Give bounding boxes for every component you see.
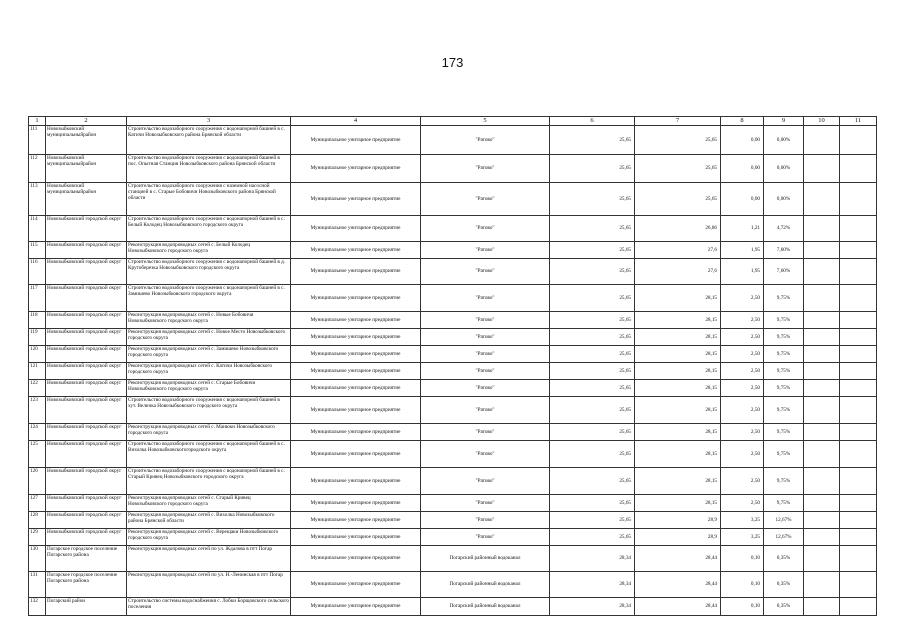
cell-project: Строительство водозаборного сооружения с водонапорной башней в с. Старый Кривец Новозыбковского городского округа: [127, 468, 291, 495]
cell-col6: 25,65: [550, 468, 635, 495]
cell-org-type: Муниципальное унитарное предприятие: [291, 183, 421, 216]
cell-col8: 1,95: [721, 242, 764, 259]
cell-row-number: 126: [29, 468, 46, 495]
cell-col9: 0,00%: [764, 126, 804, 155]
cell-col6: 25,65: [550, 259, 635, 285]
cell-col10: [804, 598, 840, 616]
cell-col7: 28,44: [635, 598, 721, 616]
cell-col9: 9,75%: [764, 424, 804, 441]
cell-col6: 25,65: [550, 126, 635, 155]
cell-org-type: Муниципальное унитарное предприятие: [291, 242, 421, 259]
cell-col7: 26,86: [635, 216, 721, 242]
col-header: 2: [46, 117, 127, 126]
cell-org-type: Муниципальное унитарное предприятие: [291, 495, 421, 512]
cell-col11: [840, 397, 877, 424]
table-row: [29, 312, 877, 329]
cell-col11: [840, 424, 877, 441]
table-row: [29, 126, 877, 155]
cell-org-name: Погарский районный водоканал: [421, 598, 550, 616]
cell-col6: 25,65: [550, 424, 635, 441]
cell-org-name: "Ратово": [421, 126, 550, 155]
cell-col10: [804, 183, 840, 216]
cell-project: Реконструкция водопроводных сетей с. Верещаки Новозыбковского городского округа: [127, 529, 291, 546]
cell-col6: 25,65: [550, 216, 635, 242]
cell-col7: 25,65: [635, 126, 721, 155]
cell-col10: [804, 572, 840, 598]
cell-row-number: 113: [29, 183, 46, 216]
cell-row-number: 123: [29, 397, 46, 424]
cell-col8: 2,50: [721, 441, 764, 468]
cell-col6: 28,34: [550, 598, 635, 616]
cell-col9: 7,60%: [764, 259, 804, 285]
cell-col8: 1,95: [721, 259, 764, 285]
cell-municipality: Погарское городское поселение Погарского района: [46, 546, 127, 572]
cell-col10: [804, 312, 840, 329]
cell-col9: 0,00%: [764, 183, 804, 216]
cell-col11: [840, 546, 877, 572]
cell-col8: 2,50: [721, 397, 764, 424]
table-row: [29, 183, 877, 216]
cell-col9: 12,67%: [764, 512, 804, 529]
cell-project: Реконструкция водопроводных сетей по ул. Ждалова в птт Погар: [127, 546, 291, 572]
cell-row-number: 121: [29, 363, 46, 380]
cell-org-name: "Ратово": [421, 312, 550, 329]
cell-project: Реконструкция водопроводных сетей с. Старые Бобовичи Новозыбковского городского округа: [127, 380, 291, 397]
cell-project: Строительство водозаборного сооружения с водонапорной башней в хут. Величка Новозыбковского городского округа: [127, 397, 291, 424]
cell-row-number: 124: [29, 424, 46, 441]
cell-col8: 2,50: [721, 329, 764, 346]
cell-municipality: Новозыбковский городской округ: [46, 380, 127, 397]
cell-row-number: 116: [29, 259, 46, 285]
cell-col8: 0,00: [721, 126, 764, 155]
cell-org-name: "Ратово": [421, 495, 550, 512]
cell-col11: [840, 126, 877, 155]
page-number: 173: [441, 55, 464, 70]
col-header: 10: [804, 117, 840, 126]
cell-col6: 25,65: [550, 329, 635, 346]
table-row: [29, 285, 877, 312]
cell-col6: 28,34: [550, 546, 635, 572]
table-row: [29, 598, 877, 616]
cell-org-name: "Ратово": [421, 155, 550, 183]
cell-org-name: "Ратово": [421, 285, 550, 312]
cell-org-type: Муниципальное унитарное предприятие: [291, 329, 421, 346]
table-row: [29, 546, 877, 572]
cell-project: Строительство системы водоснабжения с. Лобки Борщовского сельского поселения: [127, 598, 291, 616]
cell-org-type: Муниципальное унитарное предприятие: [291, 363, 421, 380]
cell-col9: 12,67%: [764, 529, 804, 546]
cell-project: Реконструкция водопроводных сетей с. Белый Колодец Новозыбковского городского округа: [127, 242, 291, 259]
cell-org-name: "Ратово": [421, 441, 550, 468]
cell-project: Строительство водозаборного сооружения с наземной насосной станцией в с. Старые Бобовичи Новозыбковского района Брянской области: [127, 183, 291, 216]
cell-municipality: Новозыбковский городской округ: [46, 363, 127, 380]
cell-municipality: Погарский район: [46, 598, 127, 616]
table-row: [29, 346, 877, 363]
cell-row-number: 118: [29, 312, 46, 329]
cell-project: Строительство водозаборного сооружения с водонапорной башней в с. Замишево Новозыбковского городского округа: [127, 285, 291, 312]
cell-col10: [804, 285, 840, 312]
cell-project: Реконструкция водопроводных сетей по ул. Н.-Ленинская в птт Погар: [127, 572, 291, 598]
cell-row-number: 112: [29, 155, 46, 183]
cell-municipality: Новозыбковский городской округ: [46, 512, 127, 529]
cell-col10: [804, 512, 840, 529]
cell-col6: 25,65: [550, 495, 635, 512]
cell-col11: [840, 380, 877, 397]
cell-col9: 0,35%: [764, 598, 804, 616]
cell-col6: 25,65: [550, 242, 635, 259]
cell-project: Строительство водозаборного сооружения с водонапорной башней в с. Белый Колодец Новозыбковского городского округа: [127, 216, 291, 242]
cell-org-type: Муниципальное унитарное предприятие: [291, 155, 421, 183]
cell-col8: 0,10: [721, 546, 764, 572]
cell-municipality: Новозыбковский городской округ: [46, 259, 127, 285]
cell-col11: [840, 312, 877, 329]
cell-municipality: Новозыбковский городской округ: [46, 441, 127, 468]
cell-org-type: Муниципальное унитарное предприятие: [291, 312, 421, 329]
cell-project: Реконструкция водопроводных сетей с. Новые Бобовичи Новозыбковского городского округа: [127, 312, 291, 329]
cell-col6: 25,65: [550, 285, 635, 312]
col-header: 1: [29, 117, 46, 126]
cell-project: Реконструкция водопроводных сетей с. Старый Кривец Новозыбковского городского округа: [127, 495, 291, 512]
cell-col8: 2,50: [721, 380, 764, 397]
cell-col10: [804, 329, 840, 346]
cell-org-name: "Ратово": [421, 363, 550, 380]
cell-org-type: Муниципальное унитарное предприятие: [291, 216, 421, 242]
cell-col7: 28,15: [635, 363, 721, 380]
table-row: [29, 441, 877, 468]
cell-org-type: Муниципальное унитарное предприятие: [291, 346, 421, 363]
cell-col7: 28,15: [635, 312, 721, 329]
table-row: [29, 329, 877, 346]
cell-col6: 25,65: [550, 346, 635, 363]
cell-col6: 28,34: [550, 572, 635, 598]
cell-org-type: Муниципальное унитарное предприятие: [291, 441, 421, 468]
cell-municipality: Новозыбковский городской округ: [46, 468, 127, 495]
cell-org-name: "Ратово": [421, 424, 550, 441]
cell-project: Реконструкция водопроводных сетей с. Замишево Новозыбковского городского округа: [127, 346, 291, 363]
cell-col9: 7,60%: [764, 242, 804, 259]
cell-col11: [840, 329, 877, 346]
cell-municipality: Новозыбковский муниципальныйрайон: [46, 183, 127, 216]
cell-col9: 9,75%: [764, 468, 804, 495]
col-header: 8: [721, 117, 764, 126]
cell-col9: 9,75%: [764, 397, 804, 424]
cell-org-type: Муниципальное унитарное предприятие: [291, 529, 421, 546]
cell-col10: [804, 529, 840, 546]
cell-org-name: Погарский районный водоканал: [421, 546, 550, 572]
cell-municipality: Новозыбковский городской округ: [46, 529, 127, 546]
cell-row-number: 120: [29, 346, 46, 363]
cell-org-name: "Ратово": [421, 529, 550, 546]
cell-col10: [804, 397, 840, 424]
cell-org-type: Муниципальное унитарное предприятие: [291, 380, 421, 397]
cell-municipality: Новозыбковский городской округ: [46, 242, 127, 259]
cell-municipality: Новозыбковский городской округ: [46, 495, 127, 512]
cell-col10: [804, 126, 840, 155]
table-row: [29, 495, 877, 512]
table-row: [29, 216, 877, 242]
cell-org-type: Муниципальное унитарное предприятие: [291, 424, 421, 441]
cell-col8: 2,50: [721, 468, 764, 495]
cell-col7: 28,44: [635, 572, 721, 598]
cell-col8: 2,50: [721, 285, 764, 312]
col-header: 11: [840, 117, 877, 126]
cell-row-number: 122: [29, 380, 46, 397]
cell-col6: 25,65: [550, 155, 635, 183]
cell-municipality: Новозыбковский городской округ: [46, 312, 127, 329]
cell-col11: [840, 346, 877, 363]
col-header: 9: [764, 117, 804, 126]
cell-col11: [840, 441, 877, 468]
cell-col7: 28,9: [635, 529, 721, 546]
cell-col9: 9,75%: [764, 380, 804, 397]
cell-col7: 28,15: [635, 346, 721, 363]
cell-col9: 9,75%: [764, 495, 804, 512]
cell-col7: 28,15: [635, 380, 721, 397]
cell-col10: [804, 380, 840, 397]
cell-municipality: Новозыбковский городской округ: [46, 329, 127, 346]
cell-col7: 28,9: [635, 512, 721, 529]
cell-org-name: "Ратово": [421, 468, 550, 495]
cell-col7: 28,44: [635, 546, 721, 572]
cell-col11: [840, 242, 877, 259]
cell-org-type: Муниципальное унитарное предприятие: [291, 397, 421, 424]
cell-col9: 0,35%: [764, 546, 804, 572]
cell-col10: [804, 363, 840, 380]
cell-col8: 2,50: [721, 346, 764, 363]
table-row: [29, 572, 877, 598]
cell-row-number: 132: [29, 598, 46, 616]
col-header: 7: [635, 117, 721, 126]
table-row: [29, 424, 877, 441]
cell-col11: [840, 572, 877, 598]
cell-col7: 27,6: [635, 259, 721, 285]
table-row: [29, 242, 877, 259]
cell-col7: 28,15: [635, 329, 721, 346]
cell-org-name: "Ратово": [421, 242, 550, 259]
cell-municipality: Новозыбковский муниципальныйрайон: [46, 155, 127, 183]
cell-col10: [804, 441, 840, 468]
cell-col10: [804, 495, 840, 512]
cell-col11: [840, 155, 877, 183]
cell-municipality: Новозыбковский городской округ: [46, 216, 127, 242]
cell-col11: [840, 512, 877, 529]
cell-row-number: 130: [29, 546, 46, 572]
cell-municipality: Новозыбковский муниципальныйрайон: [46, 126, 127, 155]
cell-org-type: Муниципальное унитарное предприятие: [291, 468, 421, 495]
cell-col9: 9,75%: [764, 312, 804, 329]
cell-col7: 28,15: [635, 285, 721, 312]
table-row: [29, 259, 877, 285]
cell-org-type: Муниципальное унитарное предприятие: [291, 572, 421, 598]
cell-project: Строительство водозаборного сооружения с водонапорной башней в с. Вихолка Новозыбковскогогородского округа: [127, 441, 291, 468]
cell-col8: 3,25: [721, 529, 764, 546]
cell-col6: 25,65: [550, 363, 635, 380]
cell-col6: 25,65: [550, 183, 635, 216]
cell-col11: [840, 216, 877, 242]
cell-col9: 9,75%: [764, 285, 804, 312]
cell-col11: [840, 363, 877, 380]
cell-col8: 2,50: [721, 363, 764, 380]
cell-col7: 28,15: [635, 495, 721, 512]
cell-municipality: Новозыбковский городской округ: [46, 285, 127, 312]
cell-col10: [804, 546, 840, 572]
cell-col11: [840, 529, 877, 546]
cell-col11: [840, 259, 877, 285]
cell-col7: 28,15: [635, 468, 721, 495]
cell-project: Строительство водозаборного сооружения с водонапорной башней в д. Крутоберезка Новозыбковского городского округа: [127, 259, 291, 285]
cell-project: Строительство водозаборного сооружения с водонапорной башней в пос. Опытная Станция Новозыбковского района Брянской области: [127, 155, 291, 183]
cell-org-type: Муниципальное унитарное предприятие: [291, 546, 421, 572]
cell-row-number: 117: [29, 285, 46, 312]
cell-org-name: "Ратово": [421, 346, 550, 363]
cell-col6: 25,65: [550, 512, 635, 529]
cell-municipality: Новозыбковский городской округ: [46, 346, 127, 363]
cell-org-type: Муниципальное унитарное предприятие: [291, 285, 421, 312]
cell-org-name: "Ратово": [421, 397, 550, 424]
cell-col8: 0,10: [721, 572, 764, 598]
cell-col8: 2,50: [721, 312, 764, 329]
cell-col11: [840, 285, 877, 312]
cell-col7: 25,65: [635, 183, 721, 216]
cell-col10: [804, 424, 840, 441]
cell-row-number: 125: [29, 441, 46, 468]
cell-col11: [840, 468, 877, 495]
cell-org-name: "Ратово": [421, 380, 550, 397]
cell-col8: 3,25: [721, 512, 764, 529]
cell-col6: 25,65: [550, 441, 635, 468]
cell-row-number: 115: [29, 242, 46, 259]
cell-municipality: Погарское городское поселение Погарского района: [46, 572, 127, 598]
cell-col6: 25,65: [550, 312, 635, 329]
cell-org-type: Муниципальное унитарное предприятие: [291, 598, 421, 616]
cell-col10: [804, 346, 840, 363]
cell-col8: 2,50: [721, 424, 764, 441]
cell-col9: 9,75%: [764, 346, 804, 363]
cell-org-type: Муниципальное унитарное предприятие: [291, 126, 421, 155]
cell-col7: 28,15: [635, 397, 721, 424]
cell-municipality: Новозыбковский городской округ: [46, 397, 127, 424]
cell-project: Строительство водозаборного сооружения с водонапорной башней в с. Катичи Новозыбковского района Брянской области: [127, 126, 291, 155]
header-row: [29, 117, 877, 126]
cell-project: Реконструкция водопроводных сетей с. Вихолка Новозыбковского района Брянской области: [127, 512, 291, 529]
cell-row-number: 111: [29, 126, 46, 155]
cell-org-name: "Ратово": [421, 216, 550, 242]
cell-row-number: 119: [29, 329, 46, 346]
cell-col6: 25,65: [550, 380, 635, 397]
cell-col6: 25,65: [550, 397, 635, 424]
tariff-table: [28, 116, 877, 616]
cell-row-number: 131: [29, 572, 46, 598]
cell-project: Реконструкция водопроводных сетей с. Новое Место Новозыбковского городского округа: [127, 329, 291, 346]
col-header: 5: [421, 117, 550, 126]
cell-col11: [840, 598, 877, 616]
cell-col10: [804, 216, 840, 242]
cell-project: Реконструкция водопроводных сетей с. Манюки Новозыбковского городского округа: [127, 424, 291, 441]
cell-col10: [804, 242, 840, 259]
cell-col9: 4,72%: [764, 216, 804, 242]
table-row: [29, 380, 877, 397]
cell-col8: 2,50: [721, 495, 764, 512]
table-row: [29, 397, 877, 424]
cell-col8: 0,00: [721, 155, 764, 183]
cell-col11: [840, 495, 877, 512]
cell-row-number: 127: [29, 495, 46, 512]
cell-col10: [804, 468, 840, 495]
cell-org-name: "Ратово": [421, 259, 550, 285]
cell-col11: [840, 183, 877, 216]
cell-row-number: 114: [29, 216, 46, 242]
cell-col9: 9,75%: [764, 329, 804, 346]
cell-col7: 28,15: [635, 441, 721, 468]
cell-municipality: Новозыбковский городской округ: [46, 424, 127, 441]
cell-project: Реконструкция водопроводных сетей с. Катичи Новозыбковского городского округа: [127, 363, 291, 380]
cell-row-number: 129: [29, 529, 46, 546]
table-row: [29, 468, 877, 495]
cell-col7: 28,15: [635, 424, 721, 441]
cell-row-number: 128: [29, 512, 46, 529]
cell-col7: 27,6: [635, 242, 721, 259]
cell-col7: 25,65: [635, 155, 721, 183]
col-header: 4: [291, 117, 421, 126]
cell-col8: 0,00: [721, 183, 764, 216]
col-header: 3: [127, 117, 291, 126]
cell-org-name: "Ратово": [421, 512, 550, 529]
cell-org-type: Муниципальное унитарное предприятие: [291, 512, 421, 529]
cell-col9: 0,35%: [764, 572, 804, 598]
cell-col9: 9,75%: [764, 441, 804, 468]
cell-col8: 1,21: [721, 216, 764, 242]
cell-org-name: Погарский районный водоканал: [421, 572, 550, 598]
cell-org-name: "Ратово": [421, 183, 550, 216]
table-row: [29, 363, 877, 380]
cell-col10: [804, 259, 840, 285]
table-row: [29, 512, 877, 529]
cell-col9: 0,00%: [764, 155, 804, 183]
cell-org-type: Муниципальное унитарное предприятие: [291, 259, 421, 285]
cell-col8: 0,10: [721, 598, 764, 616]
cell-org-name: "Ратово": [421, 329, 550, 346]
table-row: [29, 155, 877, 183]
cell-col10: [804, 155, 840, 183]
col-header: 6: [550, 117, 635, 126]
table-row: [29, 529, 877, 546]
cell-col6: 25,65: [550, 529, 635, 546]
cell-col9: 9,75%: [764, 363, 804, 380]
